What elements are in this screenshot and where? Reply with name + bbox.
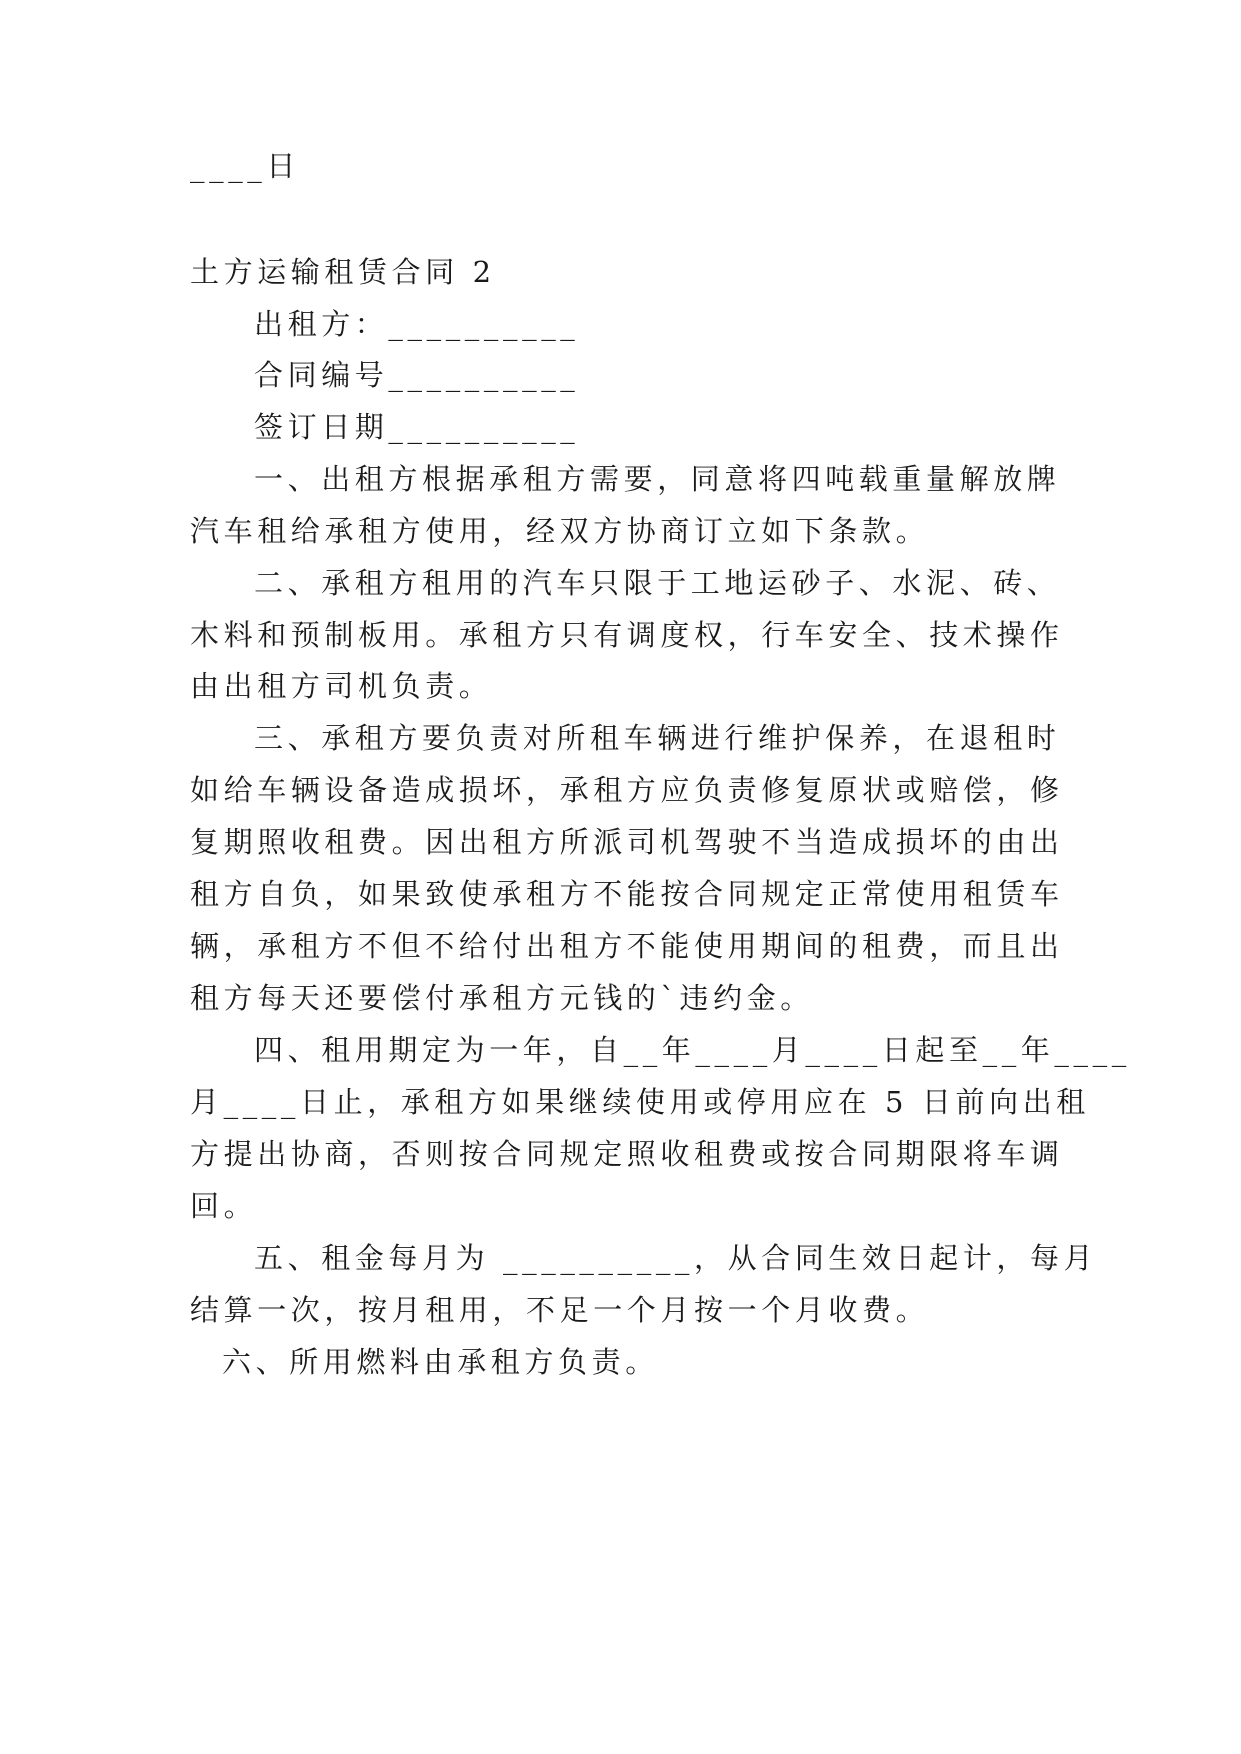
- date-fragment: ____日: [190, 149, 300, 183]
- clause-3-line-1: 三、承租方要负责对所租车辆进行维护保养，在退租时: [254, 721, 1061, 755]
- clause-2-line-2: 木料和预制板用。承租方只有调度权，行车安全、技术操作: [190, 618, 1064, 652]
- contract-number-field: 合同编号__________: [254, 358, 580, 392]
- clause-6-line-1: 六、所用燃料由承租方负责。: [222, 1345, 659, 1379]
- clause-4-line-1: 四、租用期定为一年，自__年____月____日起至__年____: [254, 1033, 1131, 1067]
- clause-4-line-2: 月____日止，承租方如果继续使用或停用应在 5 日前向出租: [190, 1085, 1090, 1119]
- clause-1-line-2: 汽车租给承租方使用，经双方协商订立如下条款。: [190, 514, 930, 548]
- sign-date-field: 签订日期__________: [254, 410, 580, 444]
- clause-3-line-5: 辆，承租方不但不给付出租方不能使用期间的租费，而且出: [190, 929, 1064, 963]
- clause-4-line-4: 回。: [190, 1189, 258, 1223]
- clause-3-line-3: 复期照收租费。因出租方所派司机驾驶不当造成损坏的由出: [190, 825, 1064, 859]
- clause-2-line-3: 由出租方司机负责。: [190, 669, 493, 703]
- clause-5-line-2: 结算一次，按月租用，不足一个月按一个月收费。: [190, 1293, 930, 1327]
- clause-4-line-3: 方提出协商，否则按合同规定照收租费或按合同期限将车调: [190, 1137, 1064, 1171]
- clause-3-line-6: 租方每天还要偿付承租方元钱的`违约金。: [190, 981, 814, 1015]
- document-title: 土方运输租赁合同 2: [190, 255, 496, 289]
- clause-5-line-1: 五、租金每月为 __________，从合同生效日起计，每月: [254, 1241, 1098, 1275]
- clause-1-line-1: 一、出租方根据承租方需要，同意将四吨载重量解放牌: [254, 462, 1061, 496]
- lessor-field: 出租方：__________: [254, 307, 580, 341]
- clause-3-line-2: 如给车辆设备造成损坏，承租方应负责修复原状或赔偿，修: [190, 773, 1064, 807]
- clause-3-line-4: 租方自负，如果致使承租方不能按合同规定正常使用租赁车: [190, 877, 1064, 911]
- clause-2-line-1: 二、承租方租用的汽车只限于工地运砂子、水泥、砖、: [254, 566, 1061, 600]
